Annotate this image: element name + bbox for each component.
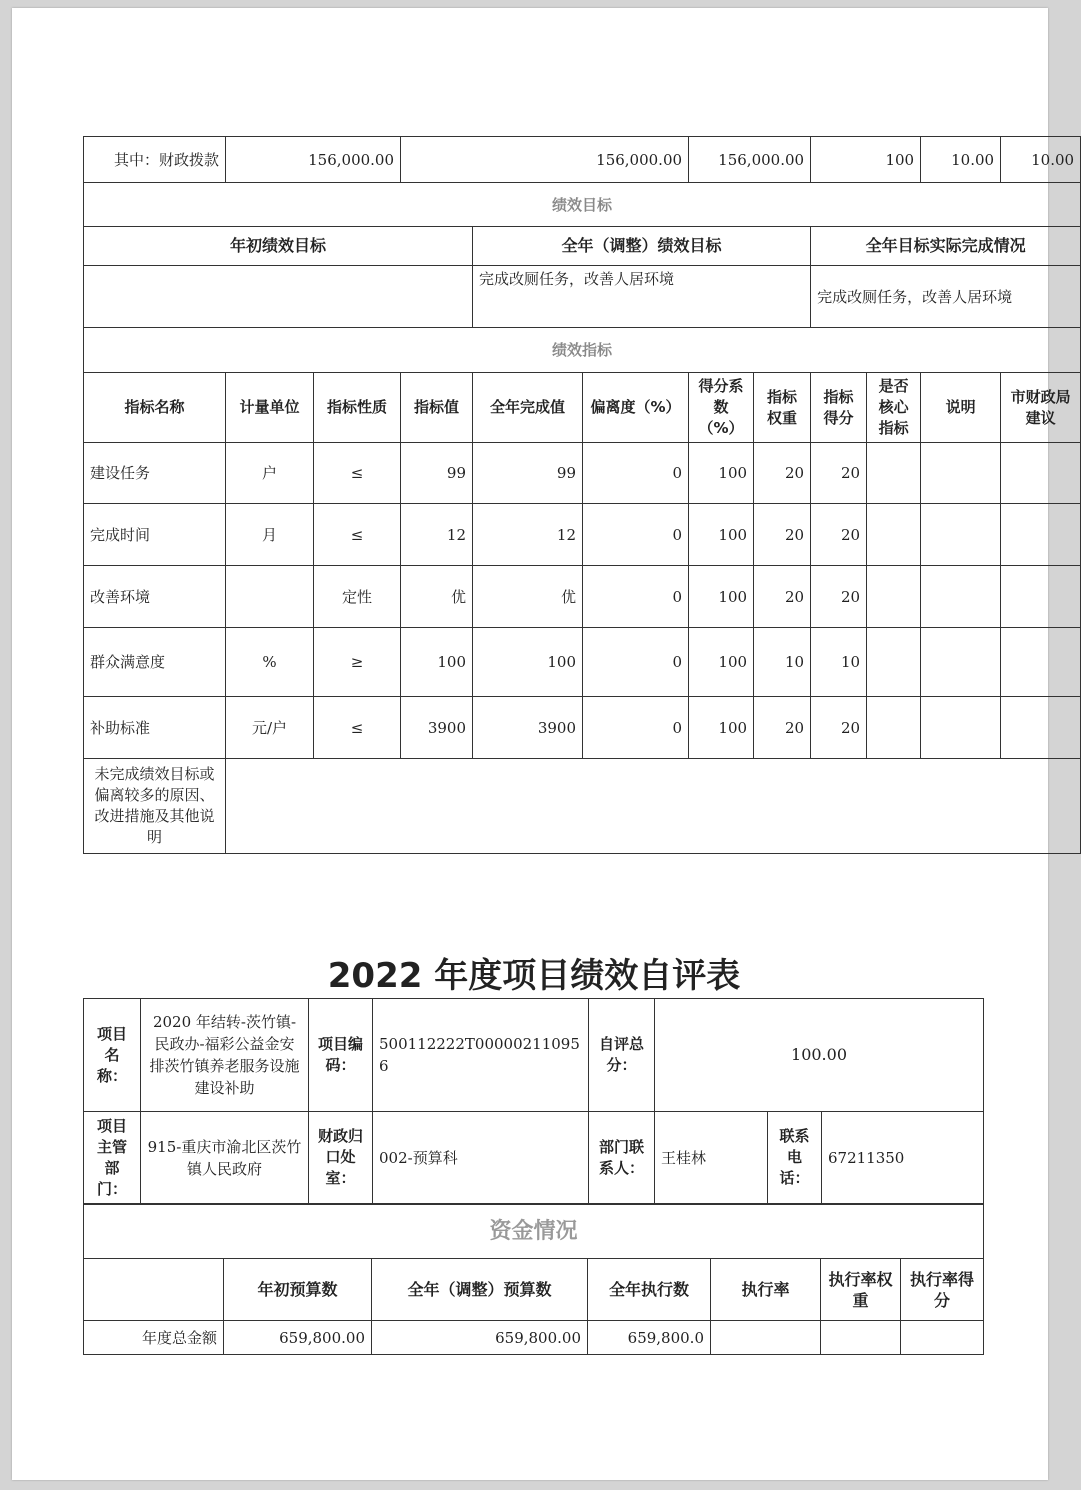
funds-total-row [84, 1321, 984, 1355]
remark-row [84, 759, 1081, 854]
ind-actual: 优 [473, 566, 583, 628]
perf-goal-header-row [84, 227, 1081, 266]
ind-core [867, 628, 921, 697]
ind-note [921, 566, 1001, 628]
ind-header-name: 指标名称 [84, 373, 226, 443]
ind-deviation: 0 [583, 697, 689, 759]
indicator-row [84, 504, 1081, 566]
total-rate [711, 1321, 821, 1355]
ind-header-advice: 市财政局建议 [1001, 373, 1081, 443]
indicator-row [84, 697, 1081, 759]
ind-note [921, 504, 1001, 566]
ind-advice [1001, 566, 1081, 628]
ind-note [921, 443, 1001, 504]
remark-value [226, 759, 1081, 854]
funds-header-initial: 年初预算数 [224, 1259, 372, 1321]
ind-score: 20 [811, 443, 867, 504]
ind-actual: 3900 [473, 697, 583, 759]
ind-deviation: 0 [583, 566, 689, 628]
ind-advice [1001, 504, 1081, 566]
ind-core [867, 697, 921, 759]
perf-goal-header-actual: 全年目标实际完成情况 [811, 227, 1081, 266]
ind-coef: 100 [689, 504, 754, 566]
ind-advice [1001, 443, 1081, 504]
ind-deviation: 0 [583, 504, 689, 566]
perf-goal-actual: 完成改厕任务，改善人居环境 [811, 266, 1081, 328]
perf-goal-initial [84, 266, 473, 328]
ind-target: 优 [401, 566, 473, 628]
ind-unit: % [226, 628, 314, 697]
dept-label: 项目主管部门： [84, 1112, 141, 1204]
ind-unit: 元/户 [226, 697, 314, 759]
document-page [12, 8, 1075, 1480]
ind-coef: 100 [689, 566, 754, 628]
ind-actual: 100 [473, 628, 583, 697]
ind-nature: ≤ [314, 443, 401, 504]
ind-nature: ≥ [314, 628, 401, 697]
ind-unit [226, 566, 314, 628]
indicators-header-row [84, 373, 1081, 443]
ind-deviation: 0 [583, 628, 689, 697]
funding-rate: 100 [811, 137, 921, 183]
ind-target: 100 [401, 628, 473, 697]
ind-header-note: 说明 [921, 373, 1001, 443]
ind-coef: 100 [689, 628, 754, 697]
project-code-label: 项目编码： [309, 999, 373, 1112]
ind-nature: ≤ [314, 504, 401, 566]
ind-note [921, 628, 1001, 697]
perf-goal-row [84, 266, 1081, 328]
finance-label: 财政归口处室： [309, 1112, 373, 1204]
performance-table [83, 136, 1081, 854]
total-adjusted: 659,800.00 [372, 1321, 588, 1355]
ind-deviation: 0 [583, 443, 689, 504]
ind-header-target: 指标值 [401, 373, 473, 443]
ind-advice [1001, 628, 1081, 697]
ind-core [867, 443, 921, 504]
ind-actual: 12 [473, 504, 583, 566]
ind-score: 10 [811, 628, 867, 697]
indicator-row [84, 443, 1081, 504]
dept-row [84, 1112, 984, 1204]
funding-weight: 10.00 [921, 137, 1001, 183]
ind-header-nature: 指标性质 [314, 373, 401, 443]
funds-header-rate: 执行率 [711, 1259, 821, 1321]
ind-name: 改善环境 [84, 566, 226, 628]
ind-unit: 户 [226, 443, 314, 504]
form-title: 2022 年度项目绩效自评表 [327, 956, 741, 996]
perf-goal-header-adjusted: 全年（调整）绩效目标 [473, 227, 811, 266]
project-code: 500112222T000002110956 [373, 999, 589, 1112]
ind-header-coef: 得分系数（%） [689, 373, 754, 443]
funds-header-blank [84, 1259, 224, 1321]
indicators-section: 绩效指标 [84, 328, 1081, 373]
ind-target: 99 [401, 443, 473, 504]
ind-name: 补助标准 [84, 697, 226, 759]
self-score: 100.00 [655, 999, 984, 1112]
ind-note [921, 697, 1001, 759]
funds-header-executed: 全年执行数 [588, 1259, 711, 1321]
funds-section: 资金情况 [84, 1205, 984, 1259]
perf-goal-section: 绩效目标 [84, 183, 1081, 227]
total-label: 年度总金额 [84, 1321, 224, 1355]
ind-score: 20 [811, 697, 867, 759]
ind-name: 建设任务 [84, 443, 226, 504]
ind-core [867, 566, 921, 628]
contact-value: 王桂林 [655, 1112, 768, 1204]
phone-value: 67211350 [822, 1112, 984, 1204]
funds-table [83, 1204, 984, 1355]
ind-header-unit: 计量单位 [226, 373, 314, 443]
total-weight [821, 1321, 901, 1355]
ind-weight: 20 [754, 566, 811, 628]
ind-target: 3900 [401, 697, 473, 759]
project-info-table [83, 998, 984, 1204]
ind-header-actual: 全年完成值 [473, 373, 583, 443]
perf-goal-adjusted: 完成改厕任务，改善人居环境 [473, 266, 811, 328]
ind-unit: 月 [226, 504, 314, 566]
total-initial: 659,800.00 [224, 1321, 372, 1355]
total-score [901, 1321, 984, 1355]
funding-executed: 156,000.00 [689, 137, 811, 183]
indicator-row [84, 566, 1081, 628]
ind-score: 20 [811, 566, 867, 628]
funding-label: 其中：财政拨款 [84, 137, 226, 183]
ind-name: 完成时间 [84, 504, 226, 566]
funding-adjusted: 156,000.00 [401, 137, 689, 183]
funding-score: 10.00 [1001, 137, 1081, 183]
total-executed: 659,800.0 [588, 1321, 711, 1355]
ind-header-deviation: 偏离度（%） [583, 373, 689, 443]
ind-nature: 定性 [314, 566, 401, 628]
score-label: 自评总分： [589, 999, 655, 1112]
project-name: 2020 年结转-茨竹镇-民政办-福彩公益金安排茨竹镇养老服务设施建设补助 [141, 999, 309, 1112]
remark-label: 未完成绩效目标或偏离较多的原因、改进措施及其他说明 [84, 759, 226, 854]
ind-actual: 99 [473, 443, 583, 504]
indicator-row [84, 628, 1081, 697]
perf-goal-header-initial: 年初绩效目标 [84, 227, 473, 266]
project-row [84, 999, 984, 1112]
phone-label: 联系电话： [768, 1112, 822, 1204]
funding-initial: 156,000.00 [226, 137, 401, 183]
ind-name: 群众满意度 [84, 628, 226, 697]
ind-core [867, 504, 921, 566]
ind-coef: 100 [689, 697, 754, 759]
funds-header-weight: 执行率权重 [821, 1259, 901, 1321]
ind-nature: ≤ [314, 697, 401, 759]
finance-value: 002-预算科 [373, 1112, 589, 1204]
ind-target: 12 [401, 504, 473, 566]
ind-header-score: 指标得分 [811, 373, 867, 443]
funds-header-adjusted: 全年（调整）预算数 [372, 1259, 588, 1321]
ind-weight: 20 [754, 697, 811, 759]
ind-header-core: 是否核心指标 [867, 373, 921, 443]
ind-weight: 20 [754, 443, 811, 504]
ind-score: 20 [811, 504, 867, 566]
funds-header-row [84, 1259, 984, 1321]
ind-weight: 20 [754, 504, 811, 566]
ind-advice [1001, 697, 1081, 759]
ind-weight: 10 [754, 628, 811, 697]
contact-label: 部门联系人： [589, 1112, 655, 1204]
funding-row [84, 137, 1081, 183]
project-name-label: 项目名称： [84, 999, 141, 1112]
ind-coef: 100 [689, 443, 754, 504]
funds-header-score: 执行率得分 [901, 1259, 984, 1321]
dept-value: 915-重庆市渝北区茨竹镇人民政府 [141, 1112, 309, 1204]
ind-header-weight: 指标权重 [754, 373, 811, 443]
